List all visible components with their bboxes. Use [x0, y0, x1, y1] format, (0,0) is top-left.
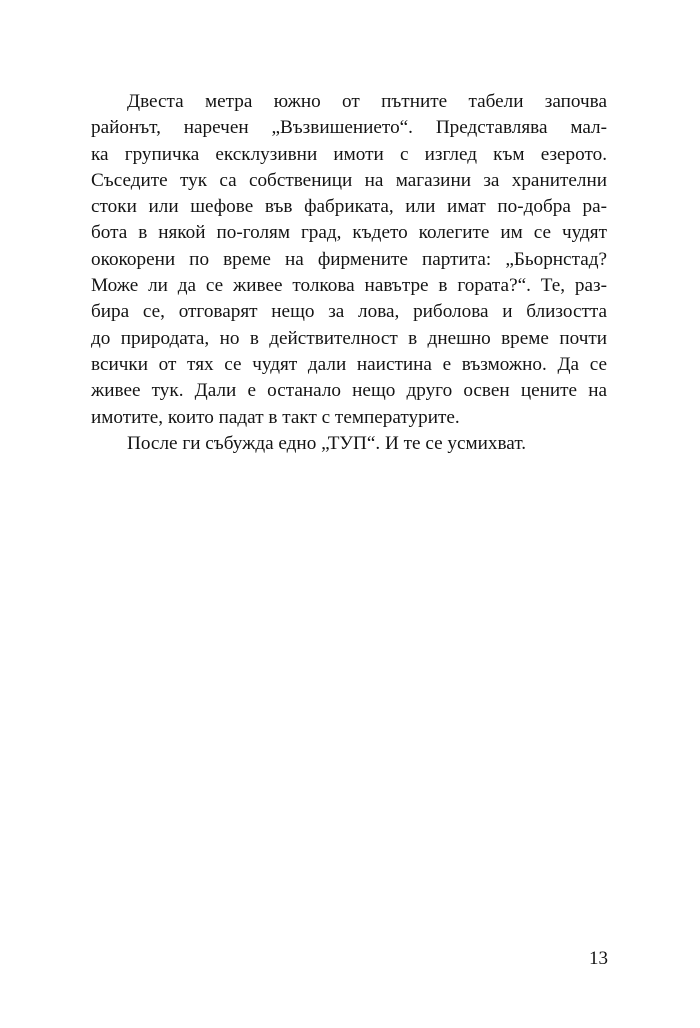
text-line: живее тук. Дали е останало нещо друго освен цените на	[91, 380, 607, 402]
text-line: всички от тях се чудят дали наистина е възможно. Да се	[91, 353, 607, 375]
text-line: ококорени по време на фирмените партита: „Бьорнстад?	[91, 248, 607, 270]
body-text	[91, 89, 607, 457]
text-line: Може ли да се живее толкова навътре в гората?“. Те, раз-	[91, 275, 607, 297]
text-line: бира се, отговарят нещо за лова, риболова и близостта	[91, 301, 607, 323]
text-line: После ги събужда едно „ТУП“. И те се усмихват.	[127, 432, 527, 454]
text-line: стоки или шефове във фабриката, или имат по-добра ра-	[91, 196, 607, 218]
text-line: имотите, които падат в такт с температурите.	[91, 406, 460, 428]
text-line: Двеста метра южно от пътните табели започва	[127, 91, 607, 112]
text-line: районът, наречен „Възвишението“. Представлява мал-	[91, 117, 607, 139]
text-line: до природата, но в действителност в днешно време почти	[91, 327, 607, 349]
text-line: бота в някой по-голям град, където колегите им се чудят	[91, 222, 607, 244]
paragraph	[91, 89, 607, 431]
paragraph	[91, 431, 607, 457]
text-line: ка групичка ексклузивни имоти с изглед към езерото.	[91, 143, 607, 165]
text-line: Съседите тук са собственици на магазини за хранителни	[91, 169, 607, 191]
page-number: 13	[589, 948, 608, 969]
